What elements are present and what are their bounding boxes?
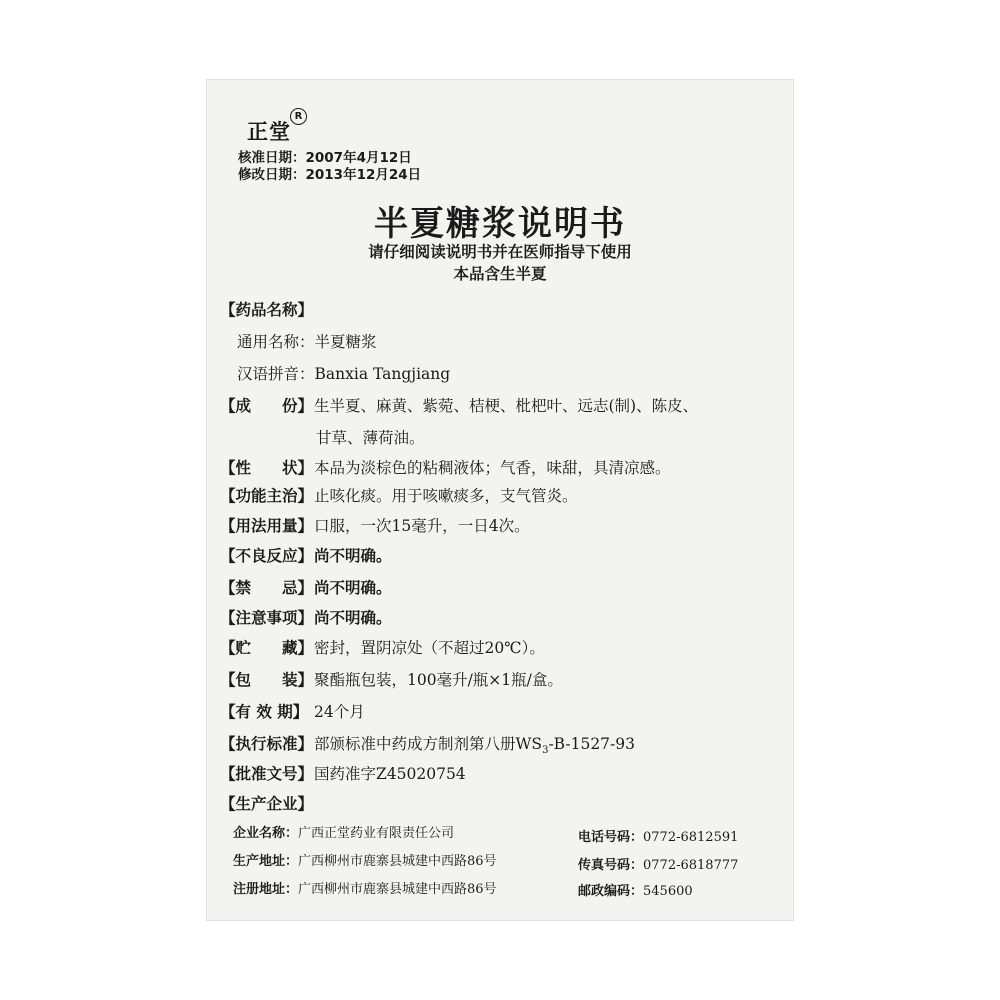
section-drug-name <box>220 298 314 320</box>
section-value: 聚酯瓶包装，100毫升/瓶×1瓶/盒。 <box>314 671 563 689</box>
section-manufacturer <box>220 792 314 814</box>
section-value: 国药准字Z45020754 <box>314 765 466 783</box>
section-label: 【包 装】 <box>220 671 314 689</box>
usage-notice: 请仔细阅读说明书并在医师指导下使用 <box>368 243 632 261</box>
section-label: 【贮 藏】 <box>220 639 314 657</box>
common-name-label: 通用名称： <box>237 333 315 351</box>
section-value: 24个月 <box>314 703 365 721</box>
section-label: 【药品名称】 <box>220 301 314 319</box>
section-label: 【功能主治】 <box>220 487 314 505</box>
fax-row: 传真号码：0772-6818777 <box>578 858 739 873</box>
section-indications <box>220 484 578 506</box>
section-value-continued: 甘草、薄荷油。 <box>316 429 425 447</box>
section-adverse-reactions <box>220 544 392 566</box>
section-label: 【性 状】 <box>220 459 314 477</box>
section-value: 本品为淡棕色的粘稠液体；气香，味甜，具清凉感。 <box>314 459 671 477</box>
section-label: 【生产企业】 <box>220 795 314 813</box>
section-value: 尚不明确。 <box>314 547 392 565</box>
postal-code-row: 邮政编码：545600 <box>578 884 693 899</box>
section-description <box>220 456 671 478</box>
approval-date: 核准日期：2007年4月12日 <box>238 150 412 166</box>
phone-row: 电话号码：0772-6812591 <box>578 830 739 845</box>
ingredient-notice: 本品含生半夏 <box>453 265 547 283</box>
section-precautions <box>220 606 392 628</box>
approval-dates <box>238 150 421 184</box>
section-standard <box>220 732 635 756</box>
section-value: 生半夏、麻黄、紫菀、桔梗、枇杷叶、远志(制)、陈皮、 <box>314 397 699 415</box>
pinyin-row <box>237 362 450 384</box>
section-dosage <box>220 514 530 536</box>
brand-name: 正堂 <box>247 120 291 144</box>
common-name-row <box>237 330 377 352</box>
common-name-value: 半夏糖浆 <box>314 333 377 351</box>
pinyin-value: Banxia Tangjiang <box>314 365 451 383</box>
pinyin-label: 汉语拼音： <box>237 365 315 383</box>
document-title: 半夏糖浆说明书 <box>374 204 626 244</box>
section-value: 口服，一次15毫升，一日4次。 <box>314 517 530 535</box>
section-label: 【不良反应】 <box>220 547 314 565</box>
section-value: 尚不明确。 <box>314 609 392 627</box>
section-storage <box>220 636 545 658</box>
section-label: 【执行标准】 <box>220 735 314 753</box>
section-ingredients <box>220 394 698 416</box>
section-label: 【批准文号】 <box>220 765 314 783</box>
section-value: 部颁标准中药成方制剂第八册WS <box>314 735 543 753</box>
company-name-row: 企业名称：广西正堂药业有限责任公司 <box>233 826 455 841</box>
section-packaging <box>220 668 563 690</box>
section-label: 【有 效 期】 <box>220 703 309 721</box>
standard-subscript: 3 <box>542 745 549 757</box>
registered-address-row: 注册地址：广西柳州市鹿寨县城建中西路86号 <box>233 882 497 897</box>
section-approval-number <box>220 762 466 784</box>
section-shelf-life <box>220 700 365 722</box>
section-label: 【禁 忌】 <box>220 579 314 597</box>
section-value: 密封，置阴凉处（不超过20℃）。 <box>314 639 545 657</box>
section-value: 尚不明确。 <box>314 579 392 597</box>
production-address-row: 生产地址：广西柳州市鹿寨县城建中西路86号 <box>233 854 497 869</box>
section-value-after: -B-1527-93 <box>548 735 635 753</box>
section-contraindications <box>220 576 392 598</box>
revision-date: 修改日期：2013年12月24日 <box>238 167 422 183</box>
section-label: 【用法用量】 <box>220 517 314 535</box>
section-label: 【注意事项】 <box>220 609 314 627</box>
registered-mark-icon: R <box>290 108 307 125</box>
section-value: 止咳化痰。用于咳嗽痰多，支气管炎。 <box>314 487 578 505</box>
section-label: 【成 份】 <box>220 397 314 415</box>
